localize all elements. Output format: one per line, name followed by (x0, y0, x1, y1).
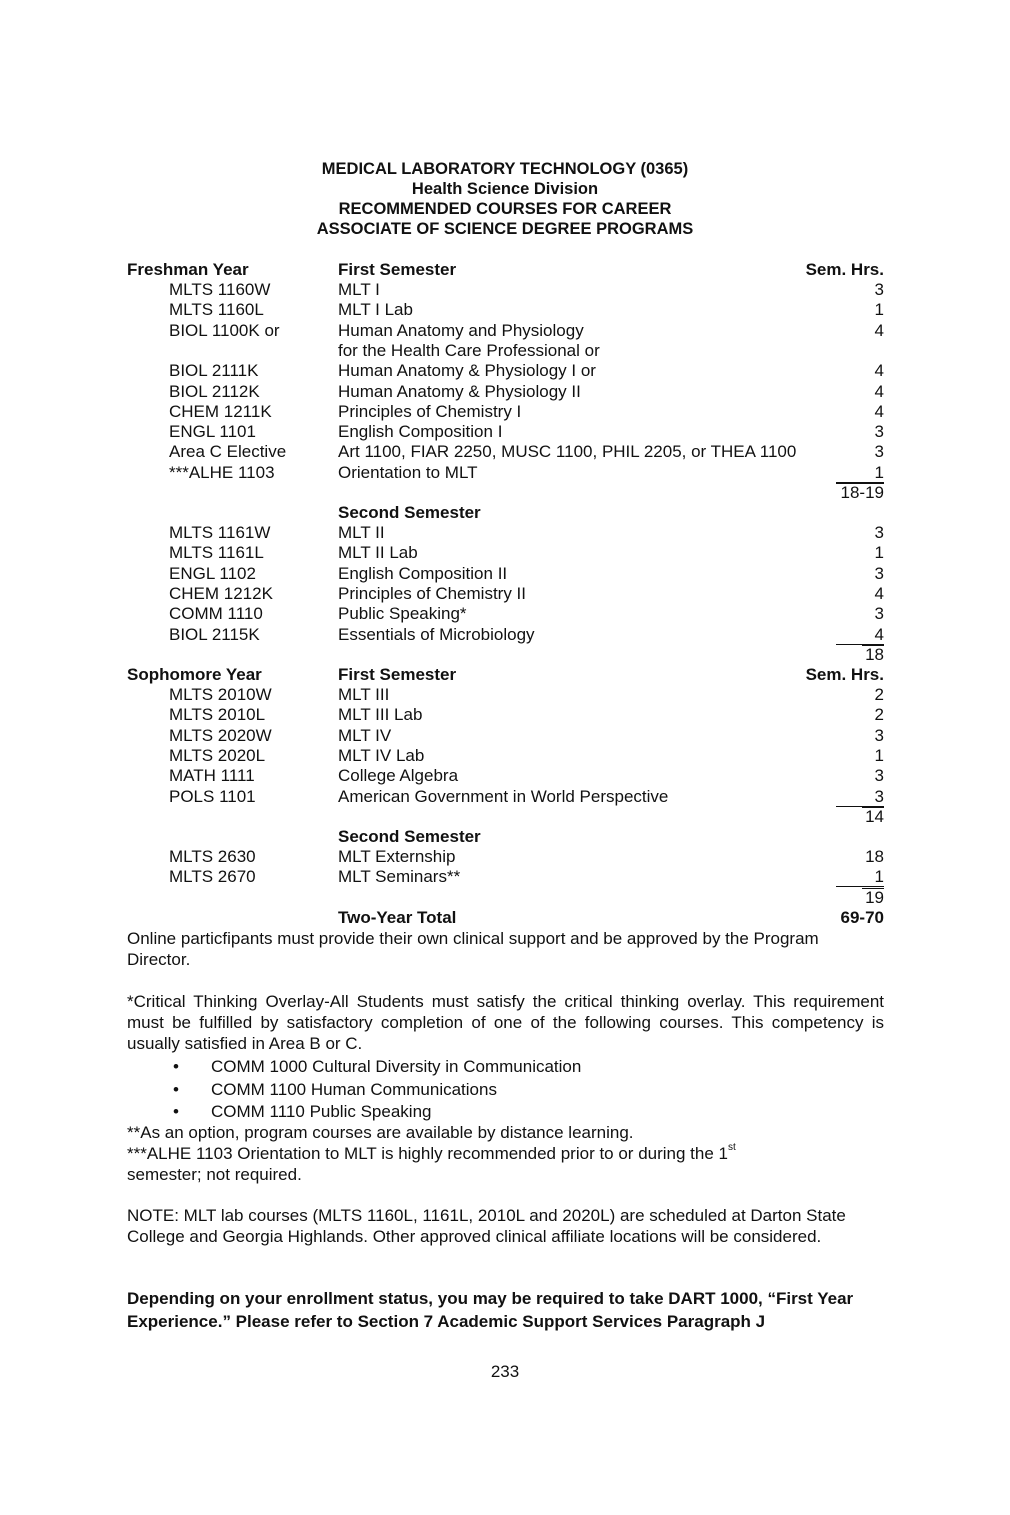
table-row (0, 847, 1010, 867)
course-title: MLT I (338, 280, 380, 299)
course-title: MLT IV Lab (338, 745, 425, 765)
sophomore-sem2-label: Second Semester (338, 827, 481, 846)
course-title: College Algebra (338, 766, 459, 786)
degree-title: ASSOCIATE OF SCIENCE DEGREE PROGRAMS (316, 220, 694, 238)
document-header (0, 159, 1010, 239)
table-row (0, 726, 1010, 746)
division-title: Health Science Division (411, 180, 599, 198)
course-hours: 3 (874, 766, 884, 786)
table-row (0, 422, 1010, 442)
sophomore-sem2-header-row (0, 827, 1010, 847)
course-hours: 18 (865, 847, 884, 866)
sophomore-sem2-total: 19 (865, 888, 884, 907)
course-title: Principles of Chemistry II (338, 583, 526, 603)
course-hours: 1 (874, 867, 884, 887)
course-title: Human Anatomy & Physiology I or (338, 361, 596, 381)
course-title: Orientation to MLT (338, 462, 478, 482)
freshman-sem2-total-row (0, 645, 1010, 665)
course-title: American Government in World Perspective (338, 786, 669, 806)
course-code: BIOL 1100K or (169, 320, 280, 340)
page-number: 233 (490, 1362, 520, 1381)
course-code: MLTS 2630 (169, 847, 256, 866)
course-hours: 3 (874, 786, 884, 806)
course-title: MLT III (338, 685, 390, 704)
course-code: CHEM 1212K (169, 583, 273, 603)
course-hours: 3 (874, 563, 884, 583)
sem-hrs-label: Sem. Hrs. (805, 665, 884, 684)
sem-hrs-label: Sem. Hrs. (805, 260, 884, 279)
table-row (0, 361, 1010, 381)
course-code: ENGL 1101 (169, 422, 256, 442)
course-hours: 4 (874, 401, 884, 421)
course-title: for the Health Care Professional or (338, 340, 600, 360)
course-hours: 3 (874, 604, 884, 624)
course-code: MLTS 2020L (169, 745, 266, 765)
list-item: • COMM 1110 Public Speaking (173, 1102, 432, 1121)
course-hours: 4 (874, 624, 884, 644)
freshman-header-row (0, 260, 1010, 280)
table-row (0, 766, 1010, 786)
course-title: MLT Seminars** (338, 867, 461, 887)
sophomore-header-row (0, 665, 1010, 685)
course-hours: 3 (874, 280, 884, 299)
table-row (0, 543, 1010, 563)
course-code: MLTS 2020W (169, 725, 272, 745)
table-row (0, 705, 1010, 725)
course-code: MLTS 1160W (169, 280, 271, 299)
lab-courses-note: NOTE: MLT lab courses (MLTS 1160L, 1161L, 2010L and 2020L) are scheduled at Darton State College and Georgia Highlands. Other approved clinical affiliate locations will be considered. (127, 1206, 846, 1246)
course-hours: 3 (874, 442, 884, 462)
two-year-total-label: Two-Year Total (338, 908, 457, 927)
freshman-sem1-total-row (0, 483, 1010, 503)
two-year-total-value: 69-70 (840, 908, 884, 927)
table-row (0, 280, 1010, 300)
table-row (0, 523, 1010, 543)
sophomore-sem2-total-row (0, 888, 1010, 908)
table-row (0, 564, 1010, 584)
ordinal-suffix: st (728, 1142, 736, 1154)
course-code: BIOL 2115K (169, 624, 260, 644)
table-row (0, 321, 1010, 341)
course-code: ***ALHE 1103 (169, 462, 275, 482)
sophomore-year-label: Sophomore Year (127, 665, 262, 684)
table-row (0, 300, 1010, 320)
course-title: MLT IV (338, 725, 392, 745)
sophomore-sem1-total-row (0, 807, 1010, 827)
course-title: MLT II (338, 523, 385, 542)
course-code: MLTS 1161L (169, 543, 264, 563)
table-row (0, 584, 1010, 604)
table-row (0, 867, 1010, 887)
dart-note: Depending on your enrollment status, you may be required to take DART 1000, “First Year Experience.” Please refer to Section 7 Academic Support Services Paragraph J (127, 1289, 854, 1331)
course-title: English Composition I (338, 422, 503, 442)
recommended-title: RECOMMENDED COURSES FOR CAREER (338, 200, 672, 218)
freshman-year-label: Freshman Year (127, 260, 249, 279)
bullet-icon: • (173, 1057, 179, 1076)
online-note: Online particfipants must provide their own clinical support and be approved by the Program Director. (127, 929, 819, 969)
table-row (0, 463, 1010, 483)
table-row (0, 402, 1010, 422)
freshman-sem1-total: 18-19 (840, 483, 884, 502)
freshman-sem2-total: 18 (865, 645, 884, 664)
course-code: MLTS 1160L (169, 300, 264, 320)
course-title: MLT Externship (338, 847, 456, 866)
course-code: BIOL 2111K (169, 361, 259, 381)
course-title: Principles of Chemistry I (338, 401, 522, 421)
course-hours: 4 (874, 361, 884, 381)
table-row (0, 625, 1010, 645)
course-code: MLTS 2010W (169, 685, 272, 704)
bullet-icon: • (173, 1102, 179, 1121)
course-hours: 1 (874, 462, 884, 482)
course-hours: 1 (874, 300, 884, 320)
course-code: COMM 1110 (169, 604, 263, 624)
course-title: Human Anatomy and Physiology (338, 320, 584, 340)
critical-thinking-note: *Critical Thinking Overlay-All Students must satisfy the critical thinking overlay. This requirement must be fulfilled by satisfactory completion of one of the following courses. This competency is usually satisfied in Area B or C. (127, 992, 884, 1053)
course-hours: 1 (874, 745, 884, 765)
table-row (0, 382, 1010, 402)
table-row (0, 604, 1010, 624)
two-year-total-row (0, 908, 1010, 928)
list-item: • COMM 1000 Cultural Diversity in Communication (173, 1057, 582, 1076)
freshman-sem1-label: First Semester (338, 260, 457, 279)
sophomore-sem1-label: First Semester (338, 665, 457, 684)
course-code: ENGL 1102 (169, 563, 256, 583)
sophomore-sem1-total: 14 (865, 807, 884, 826)
course-title: Art 1100, FIAR 2250, MUSC 1100, PHIL 2205, or THEA 1100 (338, 442, 797, 462)
alhe-note-cont-row (0, 1165, 1010, 1185)
course-title: Human Anatomy & Physiology II (338, 381, 581, 401)
course-title: Essentials of Microbiology (338, 624, 535, 644)
table-row (0, 442, 1010, 462)
program-title: MEDICAL LABORATORY TECHNOLOGY (0365) (321, 160, 689, 178)
course-code: MLTS 1161W (169, 523, 271, 542)
alhe-note-cont: semester; not required. (127, 1165, 302, 1184)
course-hours: 2 (874, 685, 884, 704)
course-hours: 3 (874, 422, 884, 442)
list-item: • COMM 1100 Human Communications (173, 1080, 497, 1099)
course-code: Area C Elective (169, 442, 287, 462)
course-title: English Composition II (338, 563, 508, 583)
table-row (0, 341, 1010, 361)
course-code: MLTS 2010L (169, 705, 266, 725)
distance-note: **As an option, program courses are available by distance learning. (127, 1123, 634, 1142)
table-row (0, 746, 1010, 766)
course-title: MLT I Lab (338, 300, 413, 320)
course-title: MLT III Lab (338, 705, 423, 725)
course-code: BIOL 2112K (169, 381, 260, 401)
course-code: POLS 1101 (169, 786, 256, 806)
freshman-sem2-label: Second Semester (338, 503, 481, 522)
alhe-note: ***ALHE 1103 Orientation to MLT is highly recommended prior to or during the 1st (127, 1142, 736, 1163)
course-code: CHEM 1211K (169, 401, 272, 421)
course-title: MLT II Lab (338, 543, 418, 563)
course-hours: 2 (874, 705, 884, 725)
freshman-sem2-header-row (0, 503, 1010, 523)
table-row (0, 685, 1010, 705)
course-hours: 4 (874, 583, 884, 603)
course-hours: 3 (874, 523, 884, 542)
table-row (0, 787, 1010, 807)
course-title: Public Speaking* (338, 604, 467, 624)
course-code: MATH 1111 (169, 766, 255, 786)
course-hours: 4 (874, 320, 884, 340)
course-hours: 1 (874, 543, 884, 563)
course-hours: 3 (874, 725, 884, 745)
alhe-note-row (0, 1144, 1010, 1164)
bullet-icon: • (173, 1080, 179, 1099)
course-hours: 4 (874, 381, 884, 401)
course-code: MLTS 2670 (169, 867, 256, 887)
distance-note-row (0, 1123, 1010, 1143)
